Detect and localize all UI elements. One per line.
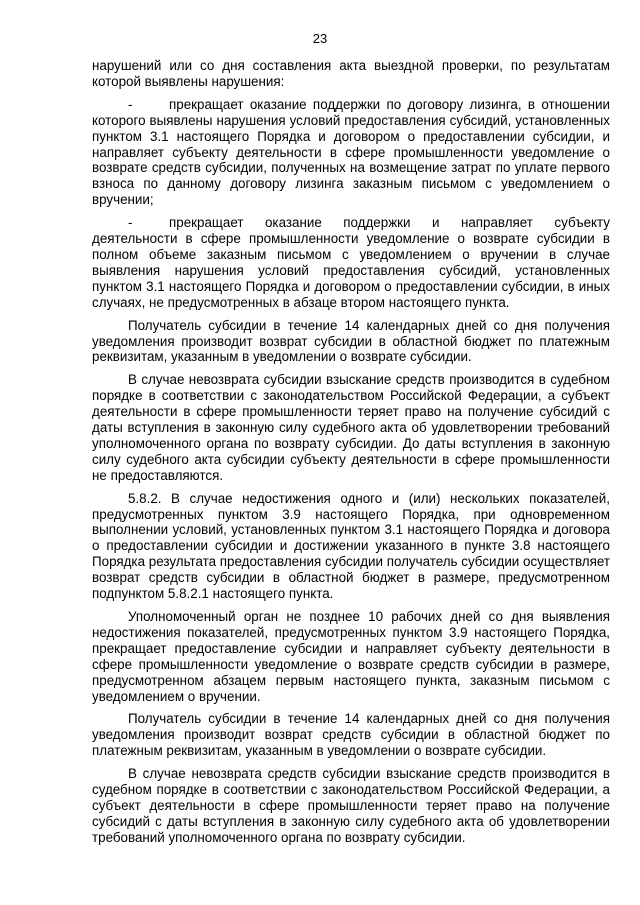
paragraph: В случае невозврата субсидии взыскание средств производится в судебном порядке в соответствии с законодательством Российской Федерации, а субъект деятельности в сфере промышленности теряет право на получение субсидий с даты вступления в законную силу судебного акта об удовлетворении требований уполномоченного органа по возврату субсидии. До даты вступления в законную силу судебного акта субсидии субъекту деятельности в сфере промышленности не предоставляются. (92, 372, 610, 483)
list-item-text: прекращает оказание поддержки и направляет субъекту деятельности в сфере промышленности уведомление о возврате субсидии в полном объеме заказным письмом с уведомлением о вручении в случае выявления нарушения условий предоставления субсидий, установленных пунктом 3.1 настоящего Порядка и договором о предоставлении субсидии, в иных случаях, не предусмотренных в абзаце втором настоящего пункта. (92, 215, 610, 310)
paragraph-continuation: нарушений или со дня составления акта выездной проверки, по результатам которой выявлены нарушения: (92, 58, 610, 89)
paragraph: Уполномоченный орган не позднее 10 рабочих дней со дня выявления недостижения показателей, предусмотренных пунктом 3.9 настоящего Порядка, прекращает предоставление субсидии и направляет субъекту деятельности в сфере промышленности уведомление о возврате средств субсидии в размере, предусмотренном абзацем первым настоящего пункта, заказным письмом с уведомлением о вручении. (92, 609, 610, 704)
paragraph: Получатель субсидии в течение 14 календарных дней со дня получения уведомления производит возврат средств субсидии в областной бюджет по платежным реквизитам, указанным в уведомлении о возврате субсидии. (92, 711, 610, 759)
list-item-text: прекращает оказание поддержки по договору лизинга, в отношении которого выявлены нарушения условий предоставления субсидий, установленных пунктом 3.1 настоящего Порядка и договором о предоставлении субсидии, и направляет субъекту деятельности в сфере промышленности уведомление о возврате средств субсидии, полученных на возмещение затрат по уплате первого взноса по данному договору лизинга заказным письмом с уведомлением о вручении; (92, 96, 610, 208)
document-body (92, 58, 610, 853)
paragraph: Получатель субсидии в течение 14 календарных дней со дня получения уведомления производит возврат субсидии в областной бюджет по платежным реквизитам, указанным в уведомлении о возврате субсидии. (92, 317, 610, 365)
paragraph-clause-5-8-2: 5.8.2. В случае недостижения одного и (или) нескольких показателей, предусмотренных пунктом 3.9 настоящего Порядка, при одновременном выполнении условий, установленных пунктом 3.1 настоящего Порядка и договора о предоставлении субсидии и достижении указанного в пункте 3.8 настоящего Порядка результата предоставления субсидии получатель субсидии осуществляет возврат средств субсидии в областной бюджет в размере, предусмотренном подпунктом 5.8.2.1 настоящего пункта. (92, 490, 610, 602)
dash-marker: - (128, 96, 133, 112)
list-item-dash (92, 97, 610, 208)
paragraph: В случае невозврата средств субсидии взыскание средств производится в судебном порядке в соответствии с законодательством Российской Федерации, а субъект деятельности в сфере промышленности теряет право на получение субсидий с даты вступления в законную силу судебного акта об удовлетворении требований уполномоченного органа по возврату субсидии. (92, 766, 610, 845)
dash-marker: - (128, 215, 133, 231)
page-number: 23 (312, 31, 328, 46)
list-item-dash (92, 215, 610, 310)
